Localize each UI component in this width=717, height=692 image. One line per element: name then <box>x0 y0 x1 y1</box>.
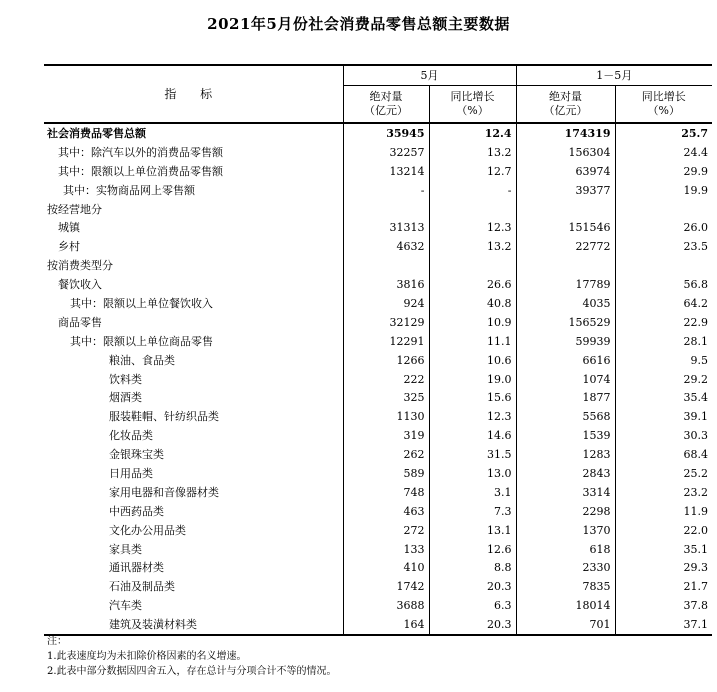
abs-header-line2: （亿元） <box>364 104 408 117</box>
notes-heading: 注： <box>47 636 67 647</box>
table-row <box>44 200 712 219</box>
may-yoy-value: 6.3 <box>429 596 516 615</box>
ytd-yoy-value <box>615 200 712 219</box>
may-absolute-value <box>343 256 429 275</box>
row-label: 粮油、食品类 <box>109 353 175 367</box>
ytd-yoy-value: 25.2 <box>615 464 712 483</box>
row-label: 汽车类 <box>109 599 142 613</box>
ytd-yoy-value: 56.8 <box>615 275 712 294</box>
ytd-yoy-value: 35.1 <box>615 540 712 559</box>
table-row <box>44 313 712 332</box>
ytd-absolute-value: 3314 <box>516 483 615 502</box>
ytd-absolute-value: 7835 <box>516 577 615 596</box>
row-label: 金银珠宝类 <box>109 448 164 462</box>
table-row <box>44 123 712 143</box>
may-yoy-value: 12.6 <box>429 540 516 559</box>
note-line-1: 1.此表速度均为未扣除价格因素的名义增速。 <box>47 651 247 662</box>
ytd-yoy-value: 68.4 <box>615 445 712 464</box>
table-row <box>44 445 712 464</box>
may-absolute-value: 410 <box>343 558 429 577</box>
abs-header-line2: （亿元） <box>543 104 588 117</box>
ytd-absolute-value: 5568 <box>516 407 615 426</box>
ytd-absolute-value: 4035 <box>516 294 615 313</box>
ytd-absolute-value: 39377 <box>516 181 615 200</box>
may-absolute-value: 222 <box>343 370 429 389</box>
ytd-yoy-value: 39.1 <box>615 407 712 426</box>
row-label: 商品零售 <box>58 315 102 329</box>
row-label: 其中：实物商品网上零售额 <box>63 183 195 197</box>
may-yoy-header <box>429 86 516 124</box>
ytd-absolute-value: 1283 <box>516 445 615 464</box>
ytd-absolute-value: 2843 <box>516 464 615 483</box>
may-yoy-value: 10.9 <box>429 313 516 332</box>
table-row <box>44 275 712 294</box>
ytd-yoy-value: 11.9 <box>615 502 712 521</box>
row-label: 文化办公用品类 <box>109 523 186 537</box>
ytd-absolute-value <box>516 256 615 275</box>
jan-may-group-header: 1－5月 <box>516 65 712 86</box>
table-row <box>44 256 712 275</box>
ytd-absolute-value: 17789 <box>516 275 615 294</box>
yoy-header-line1: 同比增长 <box>450 90 495 103</box>
row-label: 中西药品类 <box>109 504 164 518</box>
may-yoy-value <box>429 256 516 275</box>
may-absolute-value: 1130 <box>343 407 429 426</box>
ytd-absolute-value: 1370 <box>516 521 615 540</box>
may-absolute-value: 32257 <box>343 143 429 162</box>
ytd-absolute-value: 1074 <box>516 370 615 389</box>
may-yoy-value: 7.3 <box>429 502 516 521</box>
may-group-header: 5月 <box>343 65 516 86</box>
may-yoy-value: 20.3 <box>429 577 516 596</box>
table-row <box>44 294 712 313</box>
may-yoy-value: 13.2 <box>429 237 516 256</box>
row-label: 通讯器材类 <box>109 561 164 575</box>
ytd-yoy-value: 22.0 <box>615 521 712 540</box>
yoy-header-line1: 同比增长 <box>641 90 686 103</box>
may-absolute-value: 12291 <box>343 332 429 351</box>
row-label: 化妆品类 <box>109 429 153 443</box>
row-label: 烟酒类 <box>109 391 142 405</box>
may-yoy-value <box>429 200 516 219</box>
ytd-yoy-value: 23.5 <box>615 237 712 256</box>
may-absolute-value: 3816 <box>343 275 429 294</box>
row-label: 按经营地分 <box>47 202 102 216</box>
row-label: 其中：限额以上单位商品零售 <box>70 334 213 348</box>
may-absolute-value: 1742 <box>343 577 429 596</box>
ytd-absolute-value: 1539 <box>516 426 615 445</box>
yoy-header-line2: （%） <box>456 104 489 117</box>
ytd-absolute-value <box>516 200 615 219</box>
table-row <box>44 596 712 615</box>
ytd-absolute-value: 59939 <box>516 332 615 351</box>
may-absolute-value: 463 <box>343 502 429 521</box>
row-label: 乡村 <box>58 240 80 254</box>
table-row <box>44 540 712 559</box>
row-label: 家用电器和音像器材类 <box>109 485 219 499</box>
may-yoy-value: 14.6 <box>429 426 516 445</box>
yoy-header-line2: （%） <box>647 104 680 117</box>
row-label: 城镇 <box>58 221 80 235</box>
table-row <box>44 558 712 577</box>
may-yoy-value: 12.3 <box>429 218 516 237</box>
table-row <box>44 143 712 162</box>
may-absolute-value: 589 <box>343 464 429 483</box>
table-body <box>44 123 712 635</box>
note-line-2: 2.此表中部分数据因四舍五入，存在总计与分项合计不等的情况。 <box>47 666 337 677</box>
may-absolute-value: 262 <box>343 445 429 464</box>
may-absolute-value: 748 <box>343 483 429 502</box>
abs-header-line1: 绝对量 <box>369 90 403 103</box>
ytd-yoy-value: 26.0 <box>615 218 712 237</box>
ytd-yoy-value: 29.3 <box>615 558 712 577</box>
table-row <box>44 577 712 596</box>
may-absolute-value: 272 <box>343 521 429 540</box>
may-yoy-value: 40.8 <box>429 294 516 313</box>
ytd-yoy-value: 29.9 <box>615 162 712 181</box>
ytd-absolute-value: 156529 <box>516 313 615 332</box>
row-label: 饮料类 <box>109 372 142 386</box>
table-row <box>44 502 712 521</box>
may-yoy-value: 3.1 <box>429 483 516 502</box>
ytd-yoy-value <box>615 256 712 275</box>
table-row <box>44 388 712 407</box>
retail-sales-table <box>44 64 712 636</box>
ytd-yoy-value: 64.2 <box>615 294 712 313</box>
may-absolute-value <box>343 200 429 219</box>
may-yoy-value: 10.6 <box>429 351 516 370</box>
indicator-header: 指 标 <box>44 65 343 123</box>
may-absolute-value: 4632 <box>343 237 429 256</box>
table-row <box>44 162 712 181</box>
may-yoy-value: 12.7 <box>429 162 516 181</box>
may-yoy-value: 13.2 <box>429 143 516 162</box>
ytd-yoy-value: 9.5 <box>615 351 712 370</box>
ytd-absolute-value: 63974 <box>516 162 615 181</box>
ytd-absolute-value: 2298 <box>516 502 615 521</box>
ytd-yoy-value: 37.1 <box>615 615 712 635</box>
ytd-absolute-value: 174319 <box>516 123 615 143</box>
ytd-absolute-value: 151546 <box>516 218 615 237</box>
row-label: 日用品类 <box>109 466 153 480</box>
may-absolute-value: 133 <box>343 540 429 559</box>
ytd-absolute-value: 701 <box>516 615 615 635</box>
footnotes <box>47 634 337 679</box>
ytd-yoy-value: 21.7 <box>615 577 712 596</box>
table-row <box>44 218 712 237</box>
table-row <box>44 407 712 426</box>
row-label: 按消费类型分 <box>47 259 113 273</box>
may-absolute-value: 1266 <box>343 351 429 370</box>
row-label: 社会消费品零售总额 <box>47 126 146 140</box>
row-label: 建筑及装潢材料类 <box>109 618 197 632</box>
ytd-yoy-value: 35.4 <box>615 388 712 407</box>
may-yoy-value: 8.8 <box>429 558 516 577</box>
table-row <box>44 370 712 389</box>
table-row <box>44 237 712 256</box>
may-yoy-value: 26.6 <box>429 275 516 294</box>
may-yoy-value: 12.3 <box>429 407 516 426</box>
may-absolute-value: 35945 <box>343 123 429 143</box>
may-yoy-value: 31.5 <box>429 445 516 464</box>
ytd-yoy-value: 30.3 <box>615 426 712 445</box>
may-absolute-value: 164 <box>343 615 429 635</box>
table-row <box>44 464 712 483</box>
row-label: 其中：限额以上单位消费品零售额 <box>58 164 223 178</box>
ytd-yoy-value: 23.2 <box>615 483 712 502</box>
may-yoy-value: 13.1 <box>429 521 516 540</box>
ytd-yoy-value: 22.9 <box>615 313 712 332</box>
may-yoy-value: 13.0 <box>429 464 516 483</box>
table-row <box>44 332 712 351</box>
ytd-yoy-header <box>615 86 712 124</box>
may-yoy-value: - <box>429 181 516 200</box>
ytd-absolute-value: 22772 <box>516 237 615 256</box>
ytd-absolute-value: 18014 <box>516 596 615 615</box>
may-absolute-value: - <box>343 181 429 200</box>
row-label: 服装鞋帽、针纺织品类 <box>109 410 219 424</box>
ytd-absolute-value: 6616 <box>516 351 615 370</box>
may-absolute-value: 13214 <box>343 162 429 181</box>
page-title: 2021年5月份社会消费品零售总额主要数据 <box>207 15 510 33</box>
may-absolute-value: 325 <box>343 388 429 407</box>
table-row <box>44 181 712 200</box>
may-absolute-value: 924 <box>343 294 429 313</box>
abs-header-line1: 绝对量 <box>549 90 582 103</box>
ytd-absolute-value: 2330 <box>516 558 615 577</box>
table-row <box>44 426 712 445</box>
row-label: 其中：除汽车以外的消费品零售额 <box>58 145 223 159</box>
row-label: 家具类 <box>109 542 142 556</box>
ytd-absolute-value: 156304 <box>516 143 615 162</box>
may-yoy-value: 11.1 <box>429 332 516 351</box>
table-row <box>44 351 712 370</box>
ytd-absolute-value: 618 <box>516 540 615 559</box>
may-absolute-value: 32129 <box>343 313 429 332</box>
ytd-yoy-value: 19.9 <box>615 181 712 200</box>
may-absolute-value: 31313 <box>343 218 429 237</box>
table-row <box>44 483 712 502</box>
row-label: 餐饮收入 <box>58 278 102 292</box>
table-row <box>44 615 712 635</box>
may-yoy-value: 12.4 <box>429 123 516 143</box>
ytd-yoy-value: 25.7 <box>615 123 712 143</box>
ytd-absolute-value: 1877 <box>516 388 615 407</box>
ytd-yoy-value: 24.4 <box>615 143 712 162</box>
may-yoy-value: 15.6 <box>429 388 516 407</box>
ytd-yoy-value: 37.8 <box>615 596 712 615</box>
ytd-yoy-value: 29.2 <box>615 370 712 389</box>
ytd-yoy-value: 28.1 <box>615 332 712 351</box>
may-absolute-value: 319 <box>343 426 429 445</box>
may-absolute-header <box>343 86 429 124</box>
may-yoy-value: 19.0 <box>429 370 516 389</box>
row-label: 石油及制品类 <box>109 580 175 594</box>
row-label: 其中：限额以上单位餐饮收入 <box>70 296 213 310</box>
table-row <box>44 521 712 540</box>
ytd-absolute-header <box>516 86 615 124</box>
may-absolute-value: 3688 <box>343 596 429 615</box>
may-yoy-value: 20.3 <box>429 615 516 635</box>
